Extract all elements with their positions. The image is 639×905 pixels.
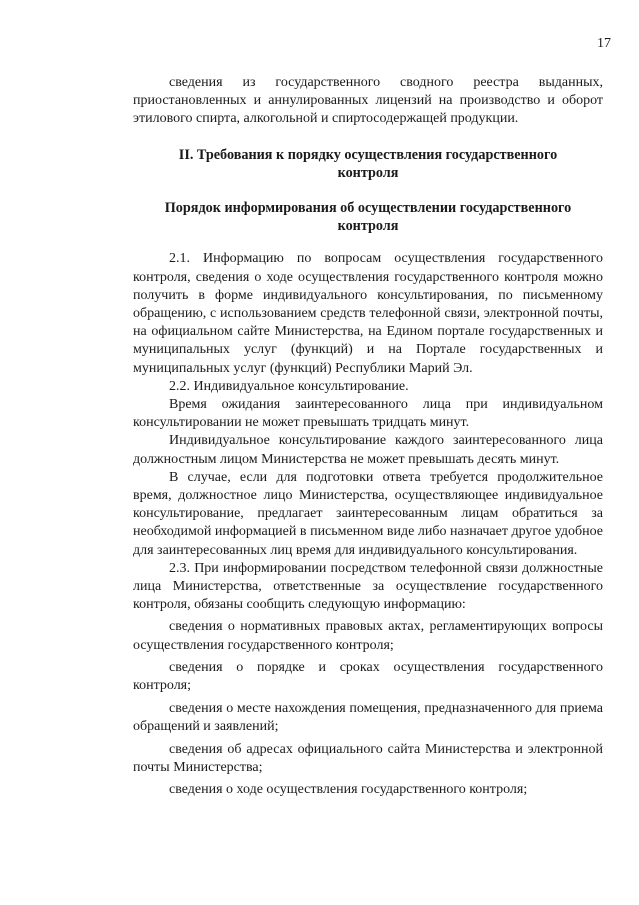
list-item: сведения о порядке и сроках осуществления государственного контроля; [133,660,603,694]
paragraph-waiting-time: Время ожидания заинтересованного лица при индивидуальном консультировании не может превышать тридцать минут. [133,397,603,431]
document-body [133,74,603,804]
paragraph-2-3: 2.3. При информировании посредством телефонной связи должностные лица Министерства, ответственные за осуществление государственного контроля, обязаны сообщить следующую информацию: [133,560,603,613]
list-item: сведения о месте нахождения помещения, предназначенного для приема обращений и заявлений; [133,700,603,735]
spacer [133,235,603,250]
spacer [133,129,603,146]
section-heading: II. Требования к порядку осуществления государственного контроля [178,146,558,181]
paragraph-2-2: 2.2. Индивидуальное консультирование. [169,378,409,394]
page-number: 17 [597,36,611,51]
paragraph-long-answer-case: В случае, если для подготовки ответа требуется продолжительное время, должностное лицо Министерства, осуществляющее индивидуальное консультирование, предлагает заинтересованным лицам обратиться за необходимой информацией в письменном виде либо назначает другое удобное для заинтересованных лиц время для индивидуального консультирования. [133,469,603,558]
paragraph-2-1: 2.1. Информацию по вопросам осуществления государственного контроля, сведения о ходе осуществления государственного контроля можно получить в форме индивидуального консультирования, по письменному обращению, с использованием средств телефонной связи, электронной почты, на официальном сайте Министерства, на Едином портале государственных и муниципальных услуг (функций) и на Портале государственных и муниципальных услуг (функций) Республики Марий Эл. [133,251,603,376]
paragraph-individual-consulting: Индивидуальное консультирование каждого заинтересованного лица должностным лицом Министерства не может превышать десять минут. [133,433,603,467]
intro-paragraph: сведения из государственного сводного реестра выданных, приостановленных и аннулированных лицензий на производство и оборот этилового спирта, алкогольной и спиртосодержащей продукции. [133,75,603,127]
list-item: сведения об адресах официального сайта Министерства и электронной почты Министерства; [133,741,603,775]
list-item: сведения о ходе осуществления государственного контроля; [169,782,528,798]
subsection-heading: Порядок информирования об осуществлении государственного контроля [164,200,572,235]
list-item: сведения о нормативных правовых актах, регламентирующих вопросы осуществления государственного контроля; [133,619,603,653]
spacer [133,182,603,199]
